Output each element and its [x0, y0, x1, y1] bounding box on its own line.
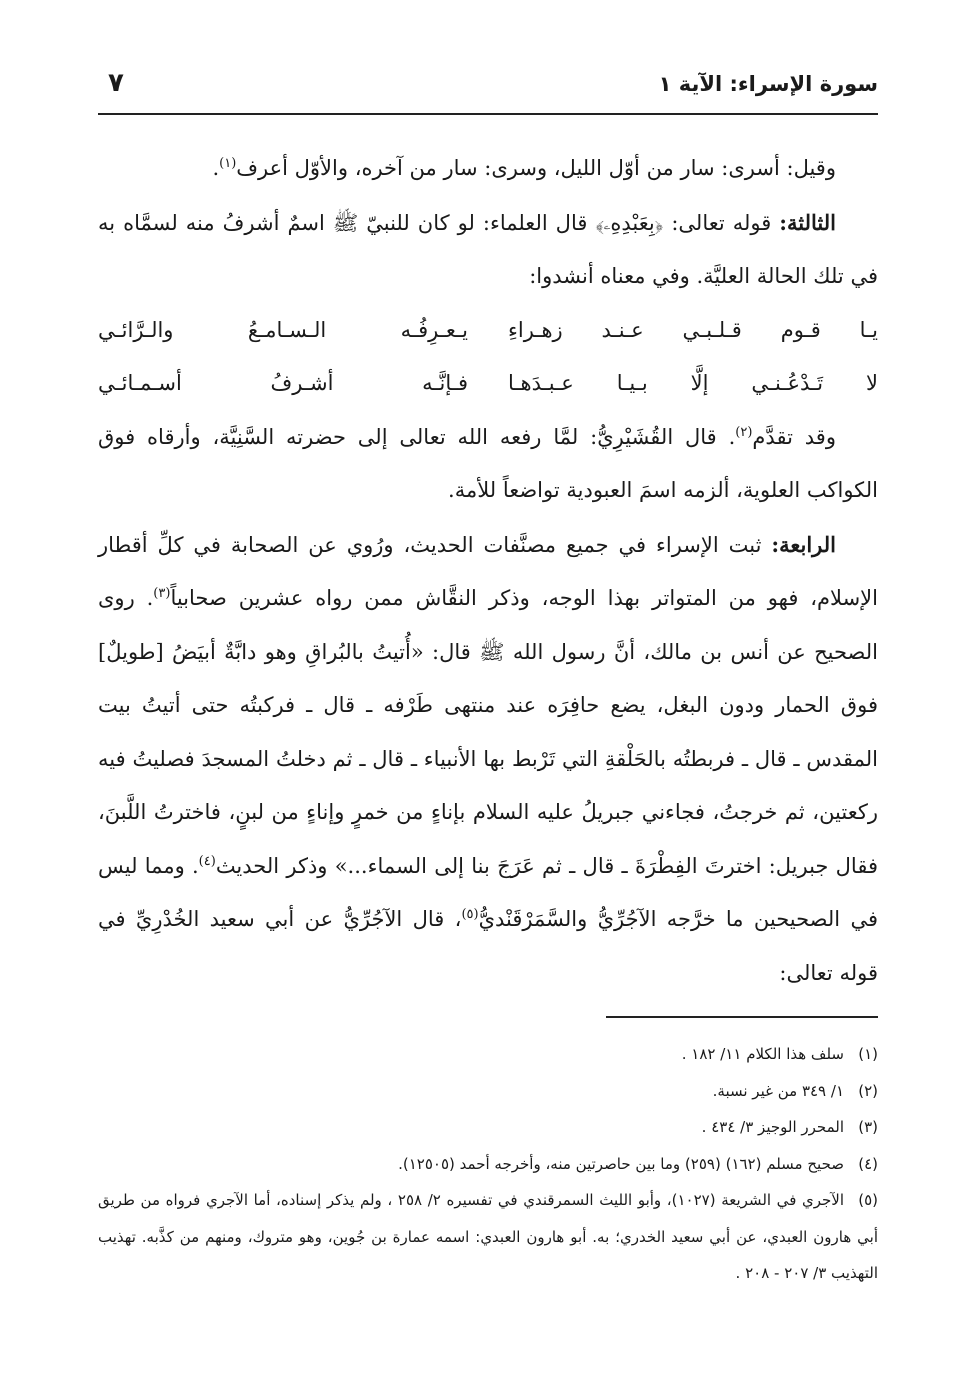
footnote-item — [98, 1073, 878, 1110]
paragraph-text: . قال القُشَيْرِيُّ: لمَّا رفعه الله تعالى إلى حضرته السَّنِيَّة، وأرقاه فوق الكواكب العلوية، ألزمه اسمَ العبودية تواضعاً للأمة. — [98, 424, 878, 502]
footnote-ref: (١) — [219, 156, 237, 171]
verse-second-hemistich: يـعـرِفُـه الـسـامـعُ والـرَّائـي — [98, 317, 468, 342]
footnote-ref: (٣) — [153, 586, 171, 601]
running-header — [98, 68, 878, 108]
paragraph-asra-meaning — [98, 142, 878, 196]
footnote-text: الآجري في الشريعة (١٠٢٧)، وأبو الليث السمرقندي في تفسيره ٢/ ٢٥٨ ، ولم يذكر إسناده، أما الآجري فرواه من طريق أبي هارون العبدي، عن أبي سعيد الخدري؛ به. أبو هارون العبدي: اسمه عمارة بن جُوين، وهو متروك، ومنهم من كذَّبه. تهذيب التهذيب ٣/ ٢٠٧ - ٢٠٨ . — [98, 1191, 878, 1282]
verse-second-hemistich: فـإنَّـه أشـرفُ أسـمـائـي — [98, 371, 468, 395]
paragraph-text: . — [212, 156, 220, 180]
poem-verse-1 — [98, 304, 878, 358]
paragraph-fourth-point — [98, 518, 878, 1001]
footnote-number: (٢) — [858, 1081, 878, 1100]
footnote-text: سلف هذا الكلام ١١/ ١٨٢ . — [681, 1045, 844, 1063]
footnote-number: (١) — [858, 1045, 878, 1063]
paragraph-text: . روى الصحيح عن أنس بن مالك، أنَّ رسول الله ﷺ قال: «أُتيتُ بالبُراقِ وهو دابَّةٌ أبيَضُ [طويلٌ] فوق الحمار ودون البغل، يضع حافِرَه عند منتهى طَرْفه ـ قال ـ فركبتُه حتى أتيتُ بيت المقدس ـ قال ـ فربطتُه بالحَلْقةِ التي تَرْبط بها الأنبياء ـ قال ـ ثم دخلتُ المسجدَ فصليتُ فيه ركعتين، ثم خرجتُ، فجاءني جبريلُ عليه السلام بإناءٍ من خمرٍ وإناءٍ من لبنٍ، فاخترتُ اللَّبنَ، فقال جبريل: اخترتَ الفِطْرَةَ ـ قال ـ ثم عَرَجَ بنا إلى السماء...» وذكر الحديث — [98, 586, 878, 878]
footnote-separator — [606, 1016, 878, 1018]
paragraph-text: وقيل: أسرى: سار من أوّل الليل، وسرى: سار من آخره، والأوّل أعرف — [236, 156, 836, 180]
point-heading: الثالثة: — [779, 209, 836, 235]
footnote-number: (٥) — [858, 1191, 879, 1209]
paragraph-text: ثبت الإسراء في جميع مصنَّفات الحديث، ورُوي عن الصحابة في كلِّ أقطار الإسلام، فهو من المتواتر بهذا الوجه، وذكر النقَّاش ممن رواه عشرين صحابياً — [98, 532, 878, 610]
footnote-item — [98, 1109, 878, 1146]
paragraph-qushayri — [98, 411, 878, 518]
poem-verse-2 — [98, 357, 878, 411]
footnote-item — [98, 1036, 878, 1073]
verse-first-hemistich: لا تَـدْعُـنـي إلَّا بـيـا عـبـدَهـا — [508, 371, 878, 395]
running-head-title: سورة الإسراء: الآية ١ — [658, 72, 878, 96]
header-rule — [98, 113, 878, 115]
footnote-text: صحيح مسلم (١٦٢) (٢٥٩) وما بين حاصرتين منه، وأخرجه أحمد (١٢٥٠٥). — [398, 1154, 844, 1173]
verse-first-hemistich: يـا قـوم قـلـبـي عـنـد زهـراءِ — [508, 317, 878, 342]
footnote-ref: (٤) — [198, 853, 216, 869]
footnote-text: ١/ ٣٤٩ من غير نسبة. — [712, 1081, 844, 1100]
paragraph-text: وقد تقدَّم — [752, 424, 836, 449]
paragraph-third-point — [98, 196, 878, 304]
page-number: ٧ — [108, 68, 124, 98]
footnote-number: (٣) — [858, 1118, 878, 1136]
point-heading: الرابعة: — [771, 531, 836, 557]
paragraph-text: . ومما ليس في الصحيحين ما خرَّجه الآجُرِّيُّ والسَّمَرْقَنْديُّ — [98, 853, 879, 931]
footnote-item — [98, 1182, 878, 1292]
footnote-number: (٤) — [858, 1154, 878, 1173]
paragraph-text: ، قال الآجُرِّيُّ عن أبي سعيد الخُدْرِيِّ في قوله تعالى: — [98, 907, 878, 985]
footnote-text: المحرر الوجيز ٣/ ٤٣٤ . — [701, 1118, 844, 1136]
footnotes — [98, 1036, 878, 1292]
footnote-item — [98, 1146, 878, 1183]
paragraph-text: قوله تعالى: ﴿بِعَبْدِهِۦ﴾ قال العلماء: لو كان للنبيّ ﷺ اسمٌ أشرفُ منه لسمَّاه به في تلك الحالة العليَّة. وفي معناه أنشدوا: — [98, 210, 878, 288]
footnote-ref: (٥) — [461, 907, 479, 922]
main-text — [98, 142, 878, 1000]
footnote-ref: (٢) — [735, 424, 753, 440]
